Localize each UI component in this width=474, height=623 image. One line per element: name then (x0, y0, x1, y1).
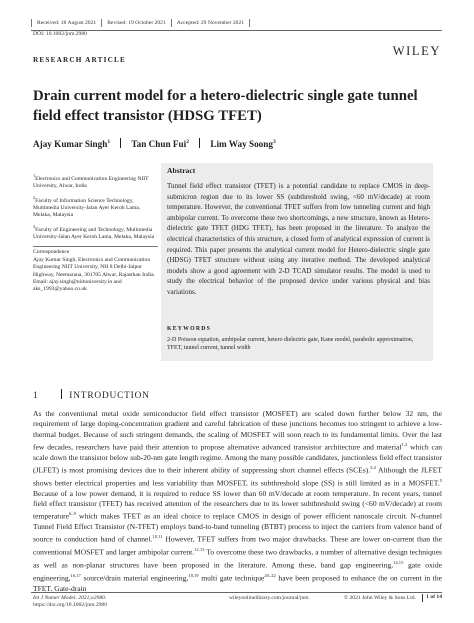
author-affiliation-mark: 1 (107, 138, 111, 145)
body-text: which makes TFET as an ideal choice to replace CMOS in design of power efficient nanoscale circuit. N-channel Tunnel Field Effect Transistor (N-TFET) employs band-to-band tunneling (BTBT) process to inject the carriers from valence band of source to conduction band of channel. (33, 511, 442, 544)
author-separator (120, 138, 121, 148)
body-text: multi gate technique (198, 573, 265, 583)
citation[interactable]: 3,4 (370, 465, 376, 470)
body-text: Although the JLFET shows better electrical properties and less variability than MOSFET, its subthreshold slope (SS) is still limited as in a MOSFET. (33, 465, 442, 488)
citation[interactable]: 1,2 (401, 441, 408, 447)
article-title: Drain current model for a hetero-dielectric single gate tunnel field effect transistor (HDSG TFET) (33, 88, 418, 124)
accepted-date: Accepted: 29 November 2021 (172, 19, 250, 27)
keywords-list: 2-D Poisson equation, ambipolar current, hetero dielectric gate, Kane model, parabolic approximation, TFET, tunnel current, tunnel width (167, 337, 414, 351)
introduction-body (33, 409, 442, 594)
journal-doi-link[interactable]: https://doi.org/10.1002/jnm.2980 (33, 602, 108, 608)
body-text: Because of a low power demand, it is required to reduce SS lower than 60 mV/decade at room temperature. In recent years, tunnel field effect transistor (TFET) has received attention of the researchers due to its lower subthreshold swing (<60 mV/decade) at room temperature (33, 488, 442, 521)
correspondence-rule (33, 246, 158, 247)
citation[interactable]: 20–22 (264, 572, 276, 578)
citation[interactable]: 5 (439, 477, 442, 483)
citation[interactable]: 14,15 (393, 559, 404, 565)
citation[interactable]: 18,19 (188, 572, 199, 578)
citation[interactable]: 10,11 (152, 534, 163, 540)
publisher-logo: WILEY (392, 44, 441, 58)
author-name[interactable]: Lim Way Soong (210, 139, 273, 149)
citation[interactable]: 12,13 (194, 547, 205, 553)
affiliation-mark: 1 (33, 173, 36, 178)
citation[interactable]: 16,17 (70, 572, 81, 578)
page-separator (422, 594, 423, 602)
affiliation (33, 223, 158, 242)
author-list (33, 138, 276, 149)
abstract-box (161, 163, 433, 361)
page-number: 1 of 14 (426, 594, 442, 600)
body-text: source/drain material engineering, (80, 573, 189, 583)
received-date: Received: 18 August 2021 (31, 19, 102, 27)
section-label: RESEARCH ARTICLE (33, 56, 127, 64)
section-separator (61, 389, 62, 399)
header-rule (31, 30, 442, 31)
keywords-heading: KEYWORDS (167, 326, 212, 332)
section-title: INTRODUCTION (69, 391, 150, 401)
author-separator (199, 138, 200, 148)
affiliations-column (33, 172, 158, 297)
author-affiliation-mark: 2 (186, 138, 189, 145)
affiliation (33, 194, 158, 220)
doi[interactable]: DOI: 10.1002/jnm.2980 (33, 31, 87, 37)
abstract-text: Tunnel field effect transistor (TFET) is a potential candidate to replace CMOS in deep-submicron region due to its lower SS (subthreshold swing, <60 mV/decade) at room temperature. However, the conventional TFET suffers from low tunneling current and high ambipolar current. To overcome these two shortcomings, a new structure, known as Hetero-dielectric gate TFET (HDG TFET), has been proposed in the literature. To analyze the electrical characteristics of this structure, a closed form of analytical expression of current is required. This paper presents the analytical current model for Hetero-dielectric single gate (HDSG) TFET structure without using any iterative method. The developed analytical models show a good agreement with 2-D TCAD simulator results. The model is used to study the electrical behavior of the proposed device under various physical and bias variations. (167, 182, 430, 296)
body-text: gate oxide engineering, (33, 560, 442, 583)
affiliation-mark: 3 (33, 223, 36, 229)
footer-rule (31, 592, 442, 593)
body-text: As the conventional metal oxide semiconductor field effect transistor (MOSFET) are scaled down further below 32 nm, the requirement of large doping-concentration gradient and careful fabrication of these junctions becomes too stringent to achieve a low-thermal budget. Because of such stringent demands, the scaling of MOSFET will soon reach to its fundamental limits. Over the last few decades, researchers have paid their attention to propose alternative advanced transistor architecture and material (33, 409, 442, 452)
body-text: which can scale down the transistor below sub-20-nm gate length regime. Among the many possible candidates, junctionless field effect transistor (JLFET) is most promising devices due to their inherent ability of suppressing short channel effects (SCEs). (33, 442, 442, 475)
body-text: However, TFET suffers from two major drawbacks. These are lower on-current than the conventional MOSFET and larger ambipolar current. (33, 534, 443, 557)
body-text: have been proposed to enhance the on current in the TFET. Gate-drain (33, 573, 443, 593)
section-heading (33, 389, 150, 401)
abstract-heading: Abstract (167, 166, 196, 175)
journal-citation (33, 595, 107, 609)
body-text: To overcome these two drawbacks, a number of alternative design techniques as well as non-planar structures have been proposed in the literature. Among these, band gap engineering, (33, 547, 442, 570)
affiliation (33, 172, 158, 191)
affiliation-mark: 2 (33, 194, 36, 200)
journal-name: Int J Numer Model. 2021;e2980. (33, 595, 107, 601)
affiliation-text: Faculty of Engineering and Technology, Multimedia University-Jalan Ayer Keroh Lama, Melaka, Malaysia (33, 226, 155, 241)
author-name[interactable]: Tan Chun Fui (131, 139, 187, 149)
section-number: 1 (33, 391, 39, 401)
correspondence: Correspondence Ajay Kumar Singh, Electronics and Communication Engineering NIIT University, NH 8 Delhi-Jaipur Highway, Neemarana, 301705 Alwar, Rajasthan India. Email: ajay.singh@niituniversity.in and aks_1993@yahoo.co.uk (33, 249, 155, 293)
author-affiliation-mark: 3 (272, 138, 276, 145)
journal-site-link[interactable]: wileyonlinelibrary.com/journal/jnm (229, 595, 309, 601)
citation[interactable]: 6–9 (69, 511, 76, 517)
copyright: © 2021 John Wiley & Sons Ltd. (343, 595, 416, 601)
article-history (31, 17, 250, 28)
affiliation-text: Faculty of Information Science Technology, Multimedia University-Jalan Ayer Keroh Lama, Melaka, Malaysia (33, 197, 141, 219)
revised-date: Revised: 19 October 2021 (102, 19, 172, 27)
affiliation-text: Electronics and Communication Engineering NIIT University, Alwar, India (33, 175, 149, 190)
author-name[interactable]: Ajay Kumar Singh (33, 139, 108, 149)
